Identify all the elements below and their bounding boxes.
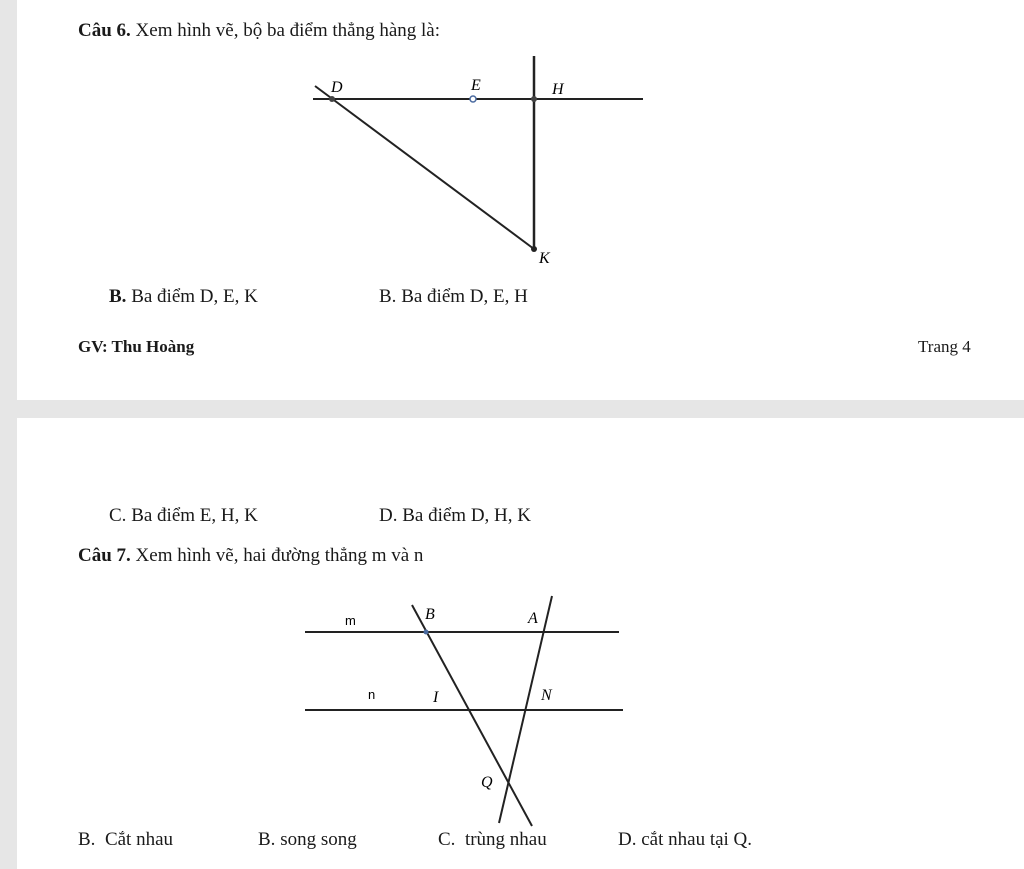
question-7-text: Xem hình vẽ, hai đường thẳng m và n [130,545,424,566]
answer-b2[interactable] [379,287,528,306]
label-a: A [528,610,538,627]
label-e: E [471,77,481,94]
option-d-cat-nhau-tai-q[interactable] [618,830,752,849]
point-h [531,96,537,102]
answer-b1[interactable] [109,287,258,306]
label-n-point: N [541,687,552,704]
label-d: D [331,79,343,96]
point-d [329,96,335,102]
line-dk [315,86,534,249]
figure-7 [17,418,1024,838]
point-k [531,246,537,252]
answer-b2-text: Ba điểm D, E, H [396,286,528,307]
label-i: I [433,689,439,706]
label-k: K [539,250,550,267]
answer-c-letter: C. [109,505,127,526]
document-page-2 [17,418,1024,869]
option-2-text: song song [280,829,357,850]
question-7-label: Câu 7. [78,545,131,566]
option-b-cat-nhau[interactable] [78,830,173,849]
footer-teacher: GV: Thu Hoàng [78,337,195,356]
answer-d-text: Ba điểm D, H, K [397,505,531,526]
option-1-text: Cắt nhau [104,829,174,850]
option-3-text: trùng nhau [464,829,547,850]
answer-c-text: Ba điểm E, H, K [126,505,258,526]
option-4-letter: D. [618,829,637,850]
answer-b2-letter: B. [379,286,397,307]
label-n: n [368,687,376,702]
point-e [470,96,476,102]
question-6-label: Câu 6. [78,20,131,41]
answer-b1-text: Ba điểm D, E, K [126,286,258,307]
question-6-text: Xem hình vẽ, bộ ba điểm thẳng hàng là: [130,20,441,41]
answer-d-letter: D. [379,505,398,526]
document-page-1 [17,0,1024,400]
answer-b1-letter: B. [109,286,127,307]
option-b-song-song[interactable] [258,830,357,849]
line-bq [412,605,532,826]
label-b: B [425,606,435,623]
footer-page-number: Trang 4 [918,337,971,356]
point-b [424,630,429,635]
option-1-letter: B. [78,829,96,850]
label-q: Q [481,774,493,791]
option-4-text: cắt nhau tại Q. [641,829,753,850]
option-2-letter: B. [258,829,276,850]
option-3-letter: C. [438,829,456,850]
label-m: m [345,613,356,628]
label-h: H [552,81,564,98]
figure-6 [17,0,1024,290]
option-c-trung-nhau[interactable] [438,830,547,849]
